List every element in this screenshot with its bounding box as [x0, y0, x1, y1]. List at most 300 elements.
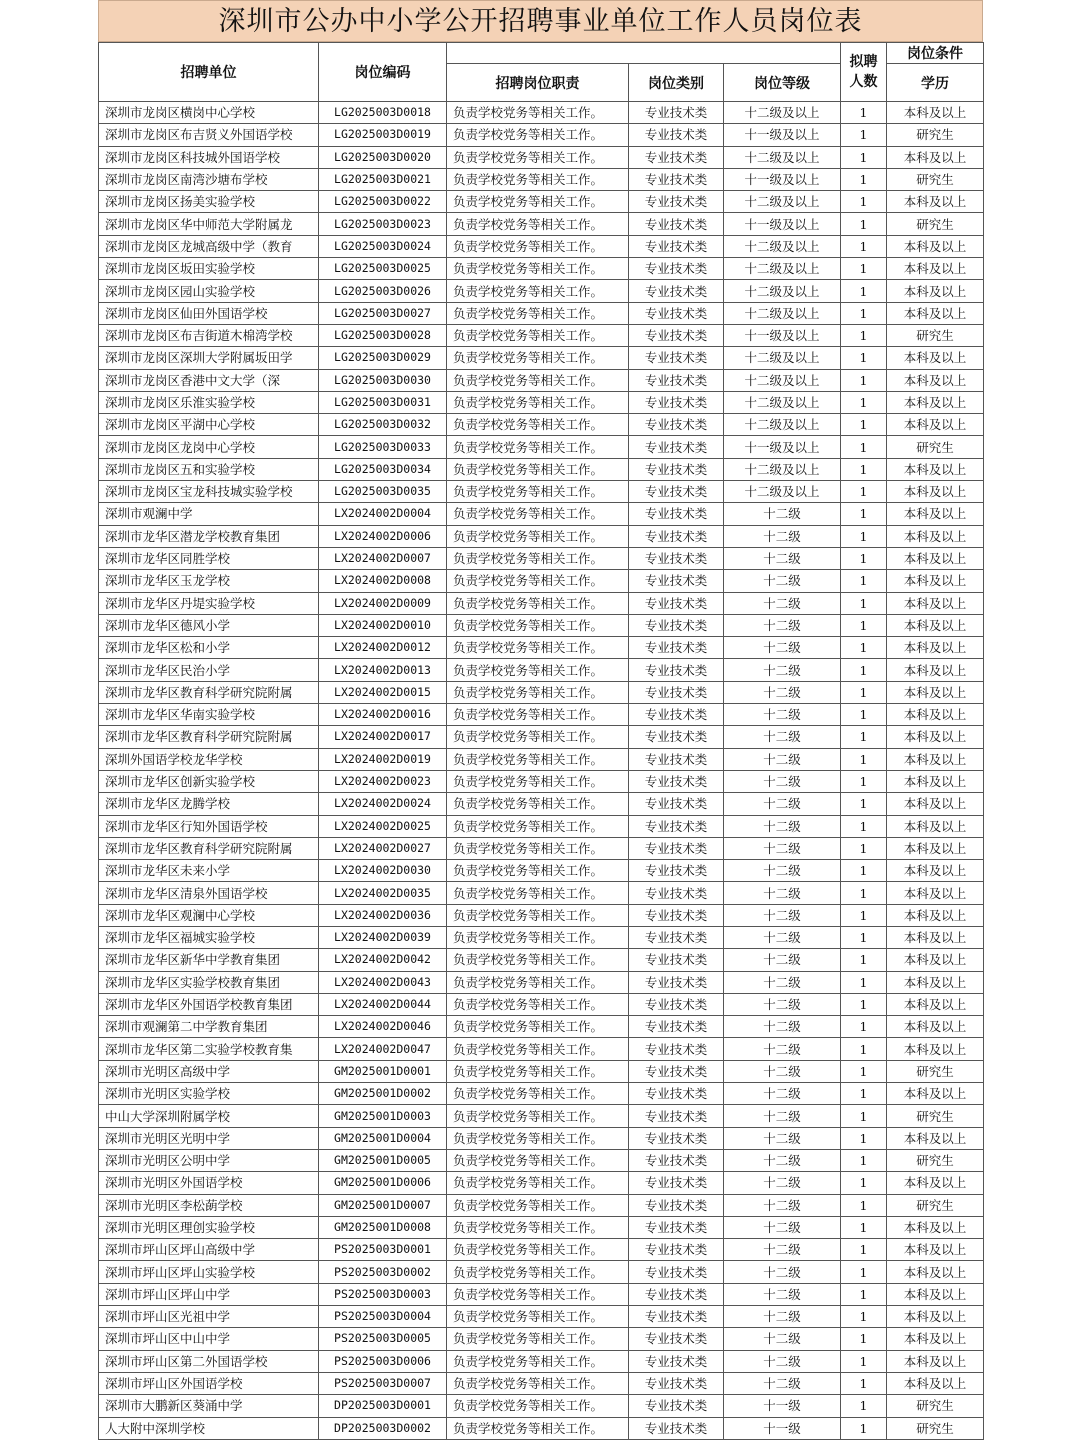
cell-count: 1 — [841, 1060, 887, 1082]
cell-duty: 负责学校党务等相关工作。 — [447, 481, 629, 503]
cell-duty: 负责学校党务等相关工作。 — [447, 1283, 629, 1305]
cell-education: 本科及以上 — [887, 1038, 984, 1060]
cell-count: 1 — [841, 1194, 887, 1216]
cell-category: 专业技术类 — [629, 1038, 724, 1060]
cell-level: 十二级及以上 — [724, 481, 841, 503]
table-row — [99, 1127, 984, 1149]
cell-education: 本科及以上 — [887, 503, 984, 525]
table-row — [99, 1216, 984, 1238]
table-row — [99, 213, 984, 235]
cell-education: 本科及以上 — [887, 659, 984, 681]
cell-code: DP2025003D0001 — [319, 1395, 447, 1417]
cell-count: 1 — [841, 860, 887, 882]
table-row — [99, 748, 984, 770]
cell-duty: 负责学校党务等相关工作。 — [447, 1083, 629, 1105]
cell-category: 专业技术类 — [629, 1261, 724, 1283]
table-row — [99, 815, 984, 837]
cell-count: 1 — [841, 1306, 887, 1328]
cell-count: 1 — [841, 904, 887, 926]
cell-unit: 深圳市龙华区潜龙学校教育集团 — [99, 525, 319, 547]
cell-unit: 深圳市龙岗区龙城高级中学（教育 — [99, 235, 319, 257]
cell-duty: 负责学校党务等相关工作。 — [447, 659, 629, 681]
cell-count: 1 — [841, 882, 887, 904]
cell-category: 专业技术类 — [629, 1127, 724, 1149]
table-row — [99, 547, 984, 569]
cell-education: 本科及以上 — [887, 391, 984, 413]
cell-code: PS2025003D0005 — [319, 1328, 447, 1350]
cell-education: 本科及以上 — [887, 1016, 984, 1038]
cell-category: 专业技术类 — [629, 302, 724, 324]
cell-unit: 深圳市龙华区创新实验学校 — [99, 770, 319, 792]
table-body — [99, 102, 984, 1440]
cell-education: 研究生 — [887, 213, 984, 235]
cell-duty: 负责学校党务等相关工作。 — [447, 1328, 629, 1350]
cell-level: 十二级 — [724, 748, 841, 770]
cell-unit: 深圳市龙岗区南湾沙塘布学校 — [99, 168, 319, 190]
cell-code: LG2025003D0031 — [319, 391, 447, 413]
cell-count: 1 — [841, 926, 887, 948]
cell-category: 专业技术类 — [629, 525, 724, 547]
cell-category: 专业技术类 — [629, 436, 724, 458]
cell-category: 专业技术类 — [629, 391, 724, 413]
cell-code: LX2024002D0030 — [319, 860, 447, 882]
table-row — [99, 1283, 984, 1305]
cell-level: 十二级 — [724, 704, 841, 726]
cell-education: 本科及以上 — [887, 235, 984, 257]
cell-code: LG2025003D0022 — [319, 191, 447, 213]
cell-count: 1 — [841, 436, 887, 458]
cell-education: 本科及以上 — [887, 837, 984, 859]
cell-duty: 负责学校党务等相关工作。 — [447, 882, 629, 904]
cell-code: LG2025003D0033 — [319, 436, 447, 458]
cell-duty: 负责学校党务等相关工作。 — [447, 704, 629, 726]
cell-level: 十二级及以上 — [724, 369, 841, 391]
cell-duty: 负责学校党务等相关工作。 — [447, 904, 629, 926]
table-row — [99, 503, 984, 525]
cell-duty: 负责学校党务等相关工作。 — [447, 837, 629, 859]
cell-code: LX2024002D0013 — [319, 659, 447, 681]
header-unit: 招聘单位 — [99, 43, 319, 102]
table-row — [99, 659, 984, 681]
cell-code: LG2025003D0034 — [319, 458, 447, 480]
cell-unit: 深圳外国语学校龙华学校 — [99, 748, 319, 770]
cell-code: PS2025003D0002 — [319, 1261, 447, 1283]
cell-count: 1 — [841, 324, 887, 346]
cell-code: LX2024002D0004 — [319, 503, 447, 525]
cell-count: 1 — [841, 547, 887, 569]
table-row — [99, 904, 984, 926]
cell-unit: 深圳市龙华区外国语学校教育集团 — [99, 993, 319, 1015]
cell-level: 十二级 — [724, 1127, 841, 1149]
cell-code: LG2025003D0023 — [319, 213, 447, 235]
table-row — [99, 1016, 984, 1038]
cell-code: LX2024002D0009 — [319, 592, 447, 614]
cell-unit: 深圳市龙华区民治小学 — [99, 659, 319, 681]
cell-category: 专业技术类 — [629, 102, 724, 124]
cell-level: 十二级 — [724, 570, 841, 592]
cell-education: 本科及以上 — [887, 1372, 984, 1394]
cell-category: 专业技术类 — [629, 369, 724, 391]
cell-level: 十一级及以上 — [724, 324, 841, 346]
cell-duty: 负责学校党务等相关工作。 — [447, 748, 629, 770]
cell-unit: 深圳市龙华区华南实验学校 — [99, 704, 319, 726]
cell-unit: 深圳市龙华区教育科学研究院附属 — [99, 837, 319, 859]
cell-level: 十二级及以上 — [724, 235, 841, 257]
cell-unit: 深圳市龙岗区华中师范大学附属龙 — [99, 213, 319, 235]
cell-level: 十二级 — [724, 815, 841, 837]
cell-count: 1 — [841, 1016, 887, 1038]
cell-unit: 深圳市观澜中学 — [99, 503, 319, 525]
cell-duty: 负责学校党务等相关工作。 — [447, 369, 629, 391]
cell-duty: 负责学校党务等相关工作。 — [447, 1239, 629, 1261]
cell-duty: 负责学校党务等相关工作。 — [447, 124, 629, 146]
cell-count: 1 — [841, 1283, 887, 1305]
table-row — [99, 1417, 984, 1439]
positions-table — [98, 42, 984, 1440]
cell-code: LG2025003D0027 — [319, 302, 447, 324]
cell-count: 1 — [841, 1239, 887, 1261]
cell-count: 1 — [841, 592, 887, 614]
cell-count: 1 — [841, 837, 887, 859]
cell-level: 十二级 — [724, 882, 841, 904]
cell-code: LX2024002D0035 — [319, 882, 447, 904]
cell-count: 1 — [841, 414, 887, 436]
cell-unit: 深圳市光明区理创实验学校 — [99, 1216, 319, 1238]
cell-category: 专业技术类 — [629, 659, 724, 681]
cell-unit: 深圳市龙岗区布吉贤义外国语学校 — [99, 124, 319, 146]
cell-category: 专业技术类 — [629, 1417, 724, 1439]
cell-education: 本科及以上 — [887, 1216, 984, 1238]
cell-duty: 负责学校党务等相关工作。 — [447, 1194, 629, 1216]
cell-education: 研究生 — [887, 1060, 984, 1082]
cell-count: 1 — [841, 1038, 887, 1060]
table-row — [99, 436, 984, 458]
table-row — [99, 793, 984, 815]
cell-category: 专业技术类 — [629, 481, 724, 503]
cell-unit: 深圳市光明区公明中学 — [99, 1149, 319, 1171]
table-row — [99, 1149, 984, 1171]
cell-category: 专业技术类 — [629, 503, 724, 525]
cell-category: 专业技术类 — [629, 1283, 724, 1305]
cell-category: 专业技术类 — [629, 637, 724, 659]
cell-code: LX2024002D0039 — [319, 926, 447, 948]
cell-education: 本科及以上 — [887, 146, 984, 168]
cell-category: 专业技术类 — [629, 347, 724, 369]
table-row — [99, 1372, 984, 1394]
cell-code: LG2025003D0025 — [319, 258, 447, 280]
cell-code: PS2025003D0001 — [319, 1239, 447, 1261]
cell-education: 本科及以上 — [887, 481, 984, 503]
cell-count: 1 — [841, 726, 887, 748]
cell-level: 十二级 — [724, 904, 841, 926]
header-category: 岗位类别 — [629, 64, 724, 102]
cell-duty: 负责学校党务等相关工作。 — [447, 458, 629, 480]
table-row — [99, 570, 984, 592]
table-row — [99, 414, 984, 436]
cell-code: GM2025001D0002 — [319, 1083, 447, 1105]
cell-unit: 深圳市龙岗区香港中文大学（深 — [99, 369, 319, 391]
cell-education: 本科及以上 — [887, 793, 984, 815]
cell-education: 研究生 — [887, 436, 984, 458]
cell-level: 十二级及以上 — [724, 191, 841, 213]
table-header — [99, 43, 984, 102]
cell-count: 1 — [841, 570, 887, 592]
cell-duty: 负责学校党务等相关工作。 — [447, 235, 629, 257]
table-row — [99, 614, 984, 636]
cell-duty: 负责学校党务等相关工作。 — [447, 949, 629, 971]
cell-category: 专业技术类 — [629, 1328, 724, 1350]
table-row — [99, 726, 984, 748]
cell-category: 专业技术类 — [629, 971, 724, 993]
cell-category: 专业技术类 — [629, 592, 724, 614]
table-row — [99, 1060, 984, 1082]
cell-duty: 负责学校党务等相关工作。 — [447, 770, 629, 792]
cell-code: GM2025001D0001 — [319, 1060, 447, 1082]
cell-count: 1 — [841, 1172, 887, 1194]
cell-category: 专业技术类 — [629, 815, 724, 837]
cell-unit: 深圳市坪山区坪山中学 — [99, 1283, 319, 1305]
cell-unit: 深圳市坪山区坪山实验学校 — [99, 1261, 319, 1283]
cell-count: 1 — [841, 525, 887, 547]
cell-count: 1 — [841, 1350, 887, 1372]
cell-category: 专业技术类 — [629, 860, 724, 882]
cell-education: 本科及以上 — [887, 748, 984, 770]
cell-count: 1 — [841, 659, 887, 681]
cell-duty: 负责学校党务等相关工作。 — [447, 793, 629, 815]
cell-duty: 负责学校党务等相关工作。 — [447, 146, 629, 168]
cell-unit: 深圳市龙华区德风小学 — [99, 614, 319, 636]
cell-code: LX2024002D0023 — [319, 770, 447, 792]
table-row — [99, 525, 984, 547]
cell-level: 十二级 — [724, 1105, 841, 1127]
cell-code: LX2024002D0043 — [319, 971, 447, 993]
cell-education: 本科及以上 — [887, 637, 984, 659]
cell-unit: 深圳市龙岗区乐淮实验学校 — [99, 391, 319, 413]
cell-unit: 深圳市龙华区教育科学研究院附属 — [99, 726, 319, 748]
table-row — [99, 258, 984, 280]
cell-education: 研究生 — [887, 1105, 984, 1127]
table-row — [99, 1261, 984, 1283]
cell-duty: 负责学校党务等相关工作。 — [447, 1216, 629, 1238]
table-row — [99, 481, 984, 503]
cell-unit: 深圳市龙华区未来小学 — [99, 860, 319, 882]
cell-unit: 深圳市龙华区新华中学教育集团 — [99, 949, 319, 971]
cell-code: LX2024002D0047 — [319, 1038, 447, 1060]
cell-category: 专业技术类 — [629, 681, 724, 703]
cell-education: 研究生 — [887, 124, 984, 146]
cell-unit: 深圳市龙华区玉龙学校 — [99, 570, 319, 592]
cell-education: 本科及以上 — [887, 525, 984, 547]
cell-level: 十二级 — [724, 860, 841, 882]
cell-duty: 负责学校党务等相关工作。 — [447, 1060, 629, 1082]
cell-duty: 负责学校党务等相关工作。 — [447, 726, 629, 748]
cell-code: PS2025003D0007 — [319, 1372, 447, 1394]
cell-duty: 负责学校党务等相关工作。 — [447, 191, 629, 213]
cell-duty: 负责学校党务等相关工作。 — [447, 280, 629, 302]
cell-level: 十二级 — [724, 949, 841, 971]
cell-code: LX2024002D0012 — [319, 637, 447, 659]
cell-code: LX2024002D0010 — [319, 614, 447, 636]
cell-education: 本科及以上 — [887, 1083, 984, 1105]
cell-level: 十二级 — [724, 547, 841, 569]
cell-level: 十二级及以上 — [724, 280, 841, 302]
cell-code: GM2025001D0006 — [319, 1172, 447, 1194]
cell-count: 1 — [841, 1372, 887, 1394]
cell-duty: 负责学校党务等相关工作。 — [447, 168, 629, 190]
cell-code: GM2025001D0008 — [319, 1216, 447, 1238]
cell-education: 本科及以上 — [887, 1328, 984, 1350]
cell-education: 本科及以上 — [887, 904, 984, 926]
cell-level: 十二级 — [724, 525, 841, 547]
cell-category: 专业技术类 — [629, 704, 724, 726]
cell-unit: 深圳市龙岗区横岗中心学校 — [99, 102, 319, 124]
cell-level: 十二级 — [724, 1306, 841, 1328]
table-row — [99, 146, 984, 168]
table-row — [99, 1194, 984, 1216]
cell-code: LG2025003D0028 — [319, 324, 447, 346]
cell-code: GM2025001D0007 — [319, 1194, 447, 1216]
cell-level: 十二级及以上 — [724, 414, 841, 436]
table-row — [99, 837, 984, 859]
cell-duty: 负责学校党务等相关工作。 — [447, 302, 629, 324]
cell-level: 十二级 — [724, 1060, 841, 1082]
cell-category: 专业技术类 — [629, 1083, 724, 1105]
cell-code: LX2024002D0024 — [319, 793, 447, 815]
cell-education: 本科及以上 — [887, 926, 984, 948]
table-row — [99, 124, 984, 146]
cell-duty: 负责学校党务等相关工作。 — [447, 993, 629, 1015]
cell-unit: 深圳市龙华区同胜学校 — [99, 547, 319, 569]
cell-code: PS2025003D0006 — [319, 1350, 447, 1372]
cell-duty: 负责学校党务等相关工作。 — [447, 1038, 629, 1060]
table-row — [99, 1306, 984, 1328]
cell-code: LX2024002D0019 — [319, 748, 447, 770]
cell-unit: 深圳市光明区实验学校 — [99, 1083, 319, 1105]
cell-duty: 负责学校党务等相关工作。 — [447, 926, 629, 948]
cell-unit: 深圳市观澜第二中学教育集团 — [99, 1016, 319, 1038]
table-row — [99, 770, 984, 792]
cell-code: LG2025003D0020 — [319, 146, 447, 168]
cell-education: 本科及以上 — [887, 570, 984, 592]
cell-count: 1 — [841, 770, 887, 792]
cell-education: 本科及以上 — [887, 1127, 984, 1149]
cell-code: LX2024002D0015 — [319, 681, 447, 703]
cell-duty: 负责学校党务等相关工作。 — [447, 1172, 629, 1194]
cell-level: 十二级 — [724, 1239, 841, 1261]
cell-category: 专业技术类 — [629, 235, 724, 257]
cell-category: 专业技术类 — [629, 414, 724, 436]
cell-level: 十二级 — [724, 1194, 841, 1216]
cell-level: 十二级 — [724, 1216, 841, 1238]
cell-unit: 深圳市坪山区外国语学校 — [99, 1372, 319, 1394]
header-count: 拟聘人数 — [841, 43, 887, 102]
cell-duty: 负责学校党务等相关工作。 — [447, 815, 629, 837]
table-row — [99, 1038, 984, 1060]
cell-level: 十二级 — [724, 770, 841, 792]
cell-category: 专业技术类 — [629, 213, 724, 235]
table-row — [99, 191, 984, 213]
cell-category: 专业技术类 — [629, 1372, 724, 1394]
cell-code: LX2024002D0044 — [319, 993, 447, 1015]
cell-duty: 负责学校党务等相关工作。 — [447, 637, 629, 659]
cell-level: 十二级及以上 — [724, 347, 841, 369]
cell-category: 专业技术类 — [629, 1306, 724, 1328]
cell-code: LX2024002D0025 — [319, 815, 447, 837]
cell-count: 1 — [841, 191, 887, 213]
cell-count: 1 — [841, 347, 887, 369]
cell-unit: 深圳市大鹏新区葵涌中学 — [99, 1395, 319, 1417]
cell-education: 本科及以上 — [887, 1239, 984, 1261]
cell-unit: 深圳市龙岗区扬美实验学校 — [99, 191, 319, 213]
cell-duty: 负责学校党务等相关工作。 — [447, 1149, 629, 1171]
cell-unit: 深圳市龙岗区科技城外国语学校 — [99, 146, 319, 168]
cell-unit: 深圳市龙华区松和小学 — [99, 637, 319, 659]
table-row — [99, 592, 984, 614]
cell-unit: 深圳市龙岗区平湖中心学校 — [99, 414, 319, 436]
table-row — [99, 168, 984, 190]
cell-unit: 深圳市龙岗区深圳大学附属坂田学 — [99, 347, 319, 369]
cell-count: 1 — [841, 213, 887, 235]
table-row — [99, 971, 984, 993]
cell-education: 研究生 — [887, 168, 984, 190]
cell-code: LX2024002D0046 — [319, 1016, 447, 1038]
cell-count: 1 — [841, 458, 887, 480]
cell-unit: 深圳市龙岗区仙田外国语学校 — [99, 302, 319, 324]
table-row — [99, 1328, 984, 1350]
cell-level: 十二级 — [724, 1172, 841, 1194]
cell-unit: 深圳市龙华区观澜中心学校 — [99, 904, 319, 926]
cell-education: 本科及以上 — [887, 993, 984, 1015]
cell-unit: 深圳市龙华区丹堤实验学校 — [99, 592, 319, 614]
cell-duty: 负责学校党务等相关工作。 — [447, 414, 629, 436]
table-row — [99, 704, 984, 726]
table-row — [99, 926, 984, 948]
cell-duty: 负责学校党务等相关工作。 — [447, 860, 629, 882]
cell-level: 十一级 — [724, 1395, 841, 1417]
cell-code: LG2025003D0024 — [319, 235, 447, 257]
cell-level: 十二级 — [724, 659, 841, 681]
cell-duty: 负责学校党务等相关工作。 — [447, 1261, 629, 1283]
cell-count: 1 — [841, 391, 887, 413]
cell-education: 本科及以上 — [887, 1283, 984, 1305]
table-row — [99, 993, 984, 1015]
cell-count: 1 — [841, 258, 887, 280]
cell-duty: 负责学校党务等相关工作。 — [447, 347, 629, 369]
cell-unit: 深圳市坪山区中山中学 — [99, 1328, 319, 1350]
cell-duty: 负责学校党务等相关工作。 — [447, 971, 629, 993]
cell-code: GM2025001D0005 — [319, 1149, 447, 1171]
cell-unit: 深圳市龙岗区龙岗中心学校 — [99, 436, 319, 458]
table-row — [99, 458, 984, 480]
cell-level: 十二级 — [724, 971, 841, 993]
cell-education: 本科及以上 — [887, 302, 984, 324]
cell-education: 本科及以上 — [887, 971, 984, 993]
cell-level: 十二级 — [724, 926, 841, 948]
table-row — [99, 949, 984, 971]
cell-unit: 深圳市龙华区清泉外国语学校 — [99, 882, 319, 904]
cell-category: 专业技术类 — [629, 1239, 724, 1261]
cell-count: 1 — [841, 748, 887, 770]
cell-level: 十二级 — [724, 1372, 841, 1394]
table-row — [99, 324, 984, 346]
cell-category: 专业技术类 — [629, 1350, 724, 1372]
cell-code: GM2025001D0004 — [319, 1127, 447, 1149]
cell-duty: 负责学校党务等相关工作。 — [447, 1306, 629, 1328]
cell-unit: 深圳市龙华区第二实验学校教育集 — [99, 1038, 319, 1060]
cell-level: 十二级 — [724, 637, 841, 659]
cell-unit: 深圳市龙岗区坂田实验学校 — [99, 258, 319, 280]
cell-unit: 深圳市光明区光明中学 — [99, 1127, 319, 1149]
